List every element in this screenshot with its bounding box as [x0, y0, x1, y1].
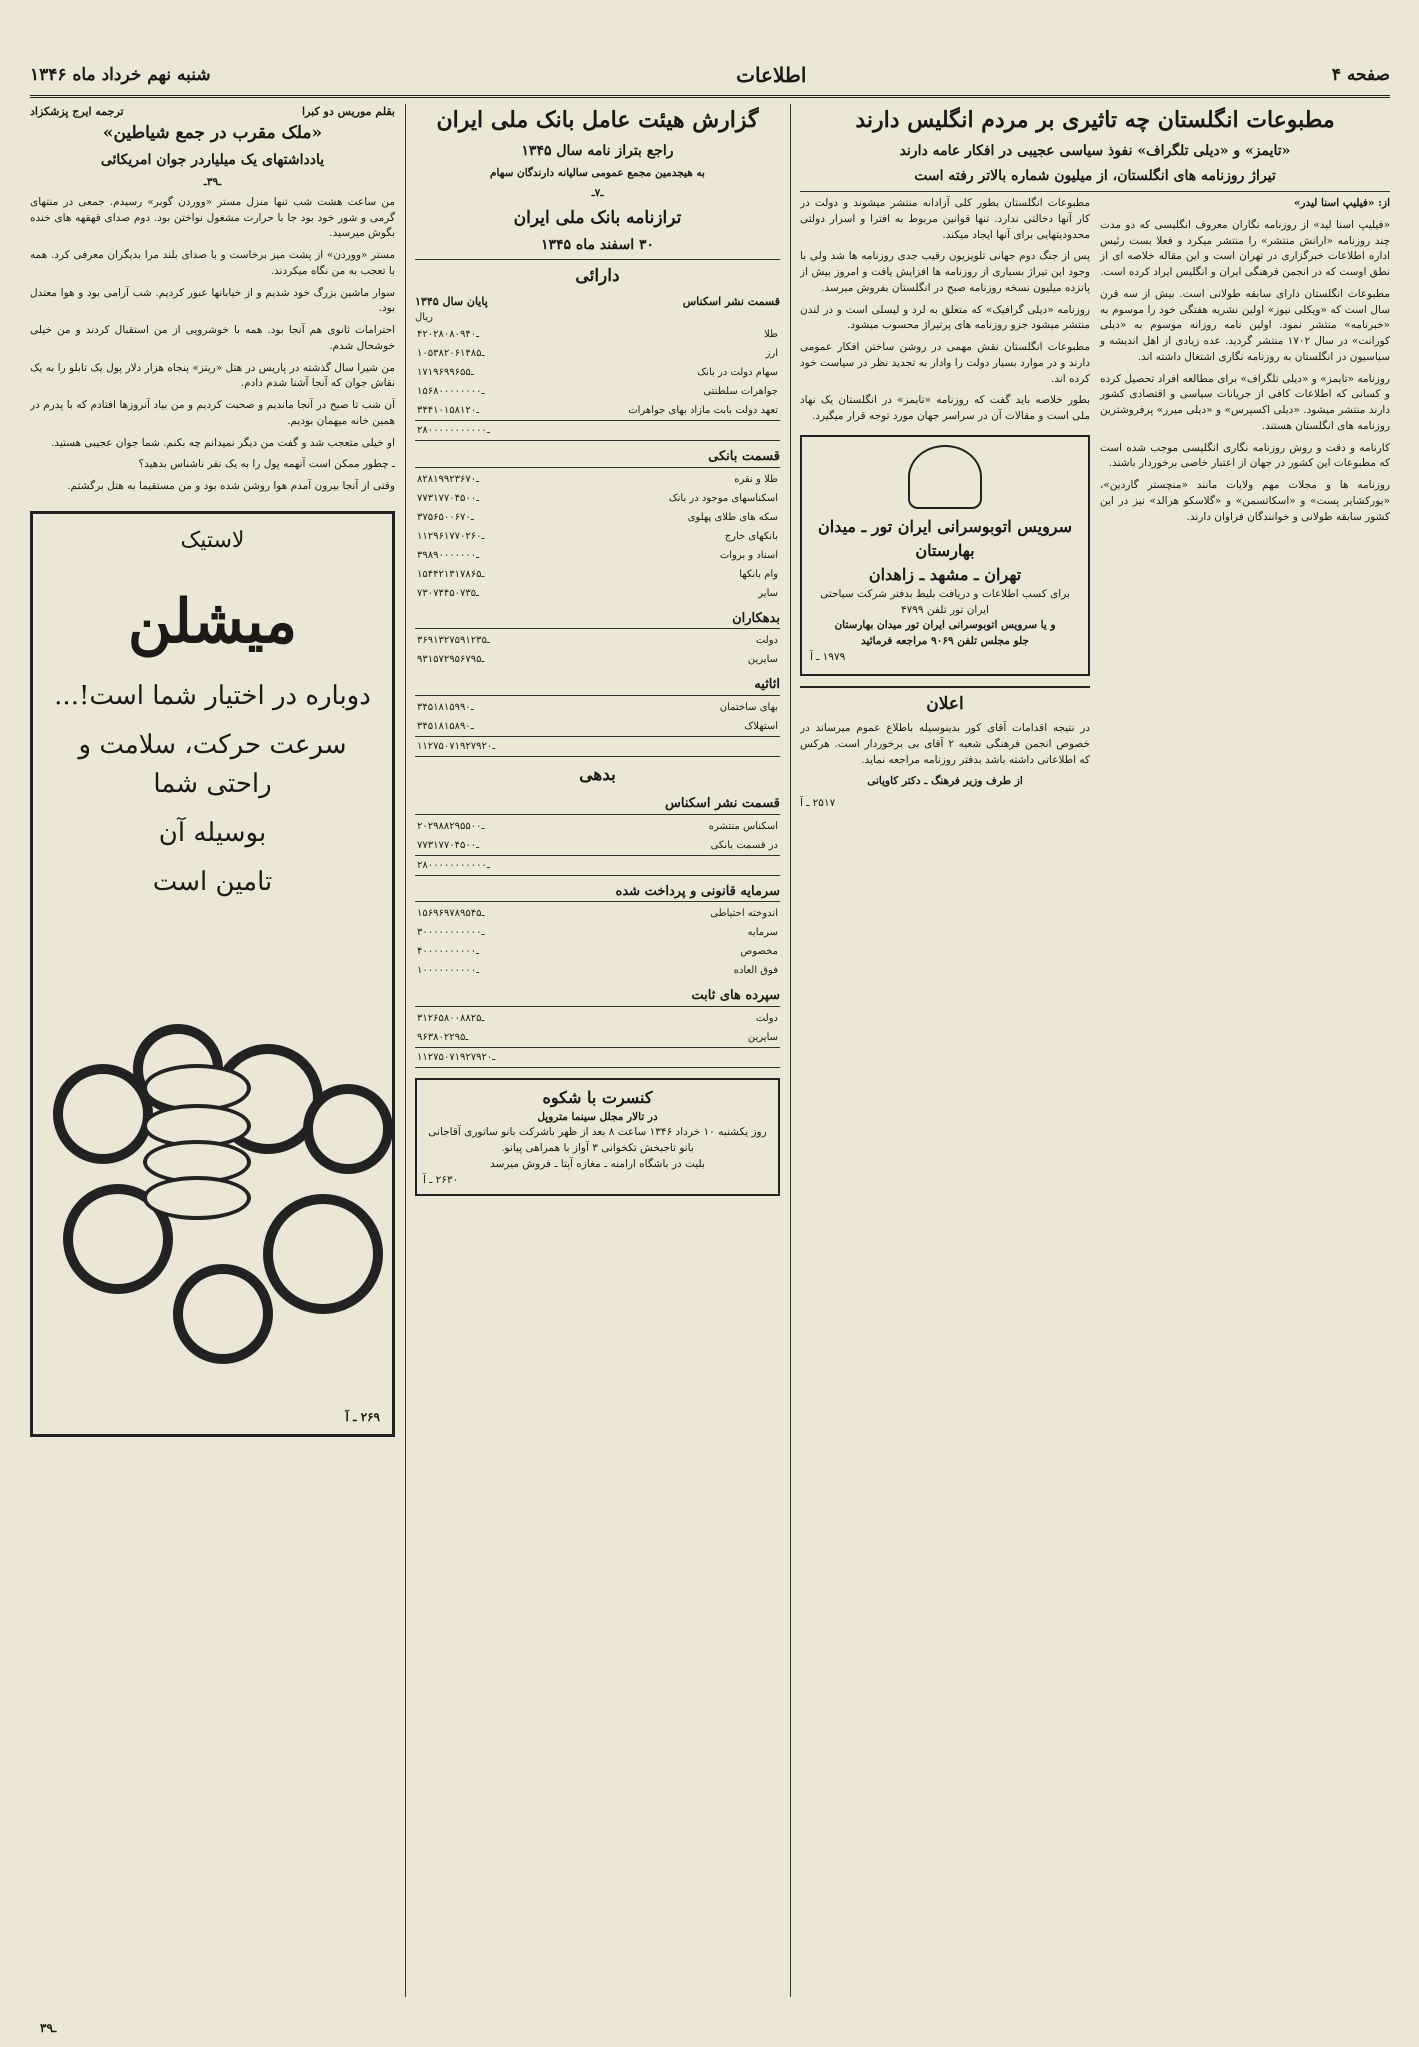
fixed-assets-table: بهای ساختمان ۳۴۵۱۸۱۵۹ـ۹۰ استهلاک ۳۴۵۱۸۱۵۸ـ۹۰ ۱۱۲۷۵۰۷۱۹۲۷۹ـ۲۰	[415, 698, 780, 757]
concert-tickets: بلیت در باشگاه ارامنه ـ مغازه آپتا ـ فروش میرسد	[490, 1157, 705, 1170]
serial-paragraph: او خیلی متعجب شد و گفت من دیگر نمیدانم چه بکنم. شما جوان عجیبی هستید.	[50, 436, 395, 449]
section-heading: سرمایه قانونی و پرداخت شده	[415, 882, 780, 903]
serial-part: ـ۳۹ـ	[203, 176, 222, 188]
michelin-ad	[30, 511, 395, 1437]
serial-paragraph: من ساعت هشت شب تنها منزل مستر «ووردن گوبر» رسیدم. جمعی در منتهای گرمی و شور خود بود جا با حرارت مشغول نواختن بود. دوم صدای قهقهه های خنده بگوش میرسید.	[30, 195, 395, 240]
serial-byline: بقلم موریس دو کبرا	[302, 105, 395, 118]
article-column	[800, 104, 1390, 1997]
report-sub: راجع بتراز نامه سال ۱۳۴۵	[521, 143, 674, 159]
michelin-brand-small: لاستیک	[180, 527, 245, 553]
bus-ad-line: سرویس اتوبوسرانی ایران تور ـ میدان بهارستان	[817, 516, 1073, 560]
article-subhead: «تایمز» و «دیلی تلگراف» نفوذ سیاسی عجیبی در افکار عامه دارند	[899, 143, 1291, 159]
concert-ad	[415, 1078, 780, 1197]
article-paragraph: کارنامه و دقت و روش روزنامه نگاری انگلیسی موجب شده است که مطبوعات این کشور در جهان از اعتبار خاصی برخوردار باشند.	[1100, 441, 1390, 470]
section-heading: قسمت نشر اسکناس	[415, 794, 780, 815]
article-paragraph: پس از جنگ دوم جهانی تلویزیون رقیب جدی روزنامه ها شد ولی با وجود این تیراژ بسیاری از روزنامه ها افزایش یافت و امروز بیش از پانزده میلیون نسخه روزنامه صبح در انگلستان بفروش میرسد.	[800, 250, 1090, 294]
michelin-line: بوسیله آن	[158, 817, 267, 848]
issue-table: طلا ۴۲۰۲۸۰۸۰۹ـ۴۰ ارز ۱۰۵۳۸۲۰۶۱۴ـ۸۵ سهام دولت در بانک ۱۷۱۹۶۹۹۶ـ۵۵ جواهرات سلطنتی ۱۵۶۸۰۰۰۰۰۰ـ۰۰ تعهد دولت بابت مازاد بهای جواهرات ۳۴۴۱۰۱۵۸۱ـ۲۰ ۲۸۰۰۰۰۰۰۰۰۰ـ۰۰	[415, 325, 780, 441]
michelin-line: سرعت حرکت، سلامت و راحتی شما	[78, 729, 347, 799]
report-sub: به هیجدمین مجمع عمومی سالیانه دارندگان سهام	[490, 167, 705, 179]
issue-date: شنبه نهم خرداد ماه ۱۳۴۶	[30, 65, 211, 85]
debtors-table: دولت ۳۶۹۱۳۲۷۵۹۱۲ـ۳۵ سایرین ۹۳۱۵۷۲۹۵۶۷ـ۹۵	[417, 635, 778, 665]
bus-ad-line: و یا سرویس اتوبوسرانی ایران تور میدان بهارستان	[834, 619, 1056, 632]
banking-table: طلا و نقره ۸۲۸۱۹۹۲۳۶ـ۷۰ اسکناسهای موجود در بانک ۷۷۳۱۷۷۰۴۵ـ۰۰ سکه های طلای پهلوی ۳۷۵۶۵۰۰۶ـ۷۰ بانکهای خارج ۱۱۲۹۶۱۷۷۰۲ـ۶۰ اسناد و بروات ۳۹۸۹۰۰۰۰۰ـ۰۰ وام بانکها ۱۵۴۴۲۱۳۱۷۸ـ۶۵ سایر ۷۳۰۷۴۴۵۰۷ـ۳۵	[417, 473, 778, 599]
article-headline: مطبوعات انگلستان چه تاثیری بر مردم انگلیس دارند	[855, 107, 1335, 133]
balance-sheet-title: ترازنامه بانک ملی ایران	[513, 207, 682, 228]
serial-subhead: یادداشتهای یک میلیاردر جوان امریکائی	[100, 152, 325, 168]
section-heading: قسمت بانکی	[415, 447, 780, 468]
bus-service-ad	[800, 435, 1090, 676]
concert-text: روز یکشنبه ۱۰ خرداد ۱۳۴۶ ساعت ۸ بعد از ظهر باشرکت بانو ساتوری آقاجانی بانو تاجبخش تکخوانی ۳ آواز با همراهی پیانو.	[428, 1126, 767, 1154]
liabilities-title: بدهی	[579, 764, 616, 785]
notice-text: در نتیجه اقدامات آقای کور بدینوسیله باطلاع عموم میرساند در خصوص انجمن فرهنگی شعبه ۲ آقای بی برخوردار است. هرکس که اطلاعاتی داشته باشد بدفتر روزنامه مراجعه نماید.	[800, 722, 1090, 766]
page-number: صفحه ۴	[1331, 65, 1390, 85]
report-headline: گزارش هیئت عامل بانک ملی ایران	[436, 107, 759, 133]
article-subhead-2: تیراژ روزنامه های انگلستان، از میلیون شماره بالاتر رفته است	[800, 166, 1390, 192]
tires-illustration-icon	[53, 1024, 372, 1354]
serial-paragraph: سوار ماشین بزرگ خود شدیم و از خیابانها عبور کردیم. شب آرامی بود و هوا معتدل بود.	[30, 286, 395, 315]
unit-label: ریال	[415, 312, 433, 323]
liab-issue-table: اسکناس منتشره ۲۰۲۹۸۸۲۹۵۵ـ۰۰ در قسمت بانکی ۷۷۳۱۷۷۰۴۵ـ۰۰ ۲۸۰۰۰۰۰۰۰۰۰ـ۰۰	[415, 817, 780, 876]
article-paragraph: مطبوعات انگلستان بطور کلی آزادانه منتشر میشوند و دولت در کار آنها دخالتی ندارد. تنها قوانین مربوط به افترا و اسرار دولتی محدودیتهایی برای آنها ایجاد میکند.	[800, 197, 1090, 241]
article-paragraph: روزنامه «دیلی گرافیک» که متعلق به لرد و لیسلی است و در لندن منتشر میشود جزو روزنامه های پرتیراژ محسوب میشود.	[800, 303, 1090, 332]
section-heading: سپرده های ثابت	[415, 986, 780, 1007]
section-heading: اثاثیه	[415, 675, 780, 696]
serial-headline: «ملک مقرب در جمع شیاطین»	[102, 122, 323, 143]
column-divider	[405, 104, 406, 1997]
article-paragraph: «فیلیپ اسنا لید» از روزنامه نگاران معروف انگلیسی که دو مدت چند روزنامه «ارانش منتشر» را منتشر میکرد و فعلا بست رئیس اداره اطلاعات خبرگزاری در تهران است و این مقاله خلاصه ای از نطق اوست که در انجمن فرهنگی ایران و انگلیس ایراد کرده است.	[1100, 218, 1390, 278]
deposits-table: دولت ۳۱۲۶۵۸۰۰۸۸ـ۲۵ سایرین ۹۶۳۸۰۲۲ـ۹۵ ۱۱۲۷۵۰۷۱۹۲۷۹ـ۲۰	[415, 1009, 780, 1068]
serial-paragraph: ـ چطور ممکن است آنهمه پول را به یک نفر ناشناس بدهید؟	[138, 458, 395, 471]
notice-box	[800, 686, 1090, 812]
ad-code: ۲۶۹ ـ آ	[345, 1409, 380, 1424]
michelin-line: تامین است	[152, 866, 273, 897]
page-header	[30, 55, 1390, 98]
section-heading: بدهکاران	[415, 609, 780, 630]
concert-title: کنسرت با شکوه	[542, 1087, 653, 1107]
article-paragraph: مطبوعات انگلستان نقش مهمی در روشن ساختن افکار عمومی دارند و در موارد بسیار دولت را وادار به تجدید نظر در سیاست خود کرده اند.	[800, 341, 1090, 385]
bus-ad-line: برای کسب اطلاعات و دریافت بلیط بدفتر شرکت سیاحتی ایران تور تلفن ۴۷۹۹	[820, 587, 1070, 616]
serial-paragraph: آن شب تا صبح در آنجا ماندیم و صحبت کردیم و من بیاد آنروزها افتادم که با پدرم در همین خانه میهمان بودیم.	[30, 399, 395, 427]
serial-paragraph: وقتی از آنجا بیرون آمدم هوا روشن شده بود و من مستقیما به هتل برگشتم.	[67, 480, 395, 492]
page-code: ۳ـ۹	[40, 2021, 57, 2035]
balance-sheet-date: ۳۰ اسفند ماه ۱۳۴۵	[415, 235, 780, 260]
ad-code: ۲۶۳۰ ـ آ	[423, 1173, 459, 1186]
serial-translator: ترجمه ایرج پزشکزاد	[30, 105, 124, 118]
bus-ad-line: جلو مجلس تلفن ۹۰۶۹ مراجعه فرمائید	[861, 635, 1029, 647]
article-paragraph: مطبوعات انگلستان دارای سابقه طولانی است. بیش از سه قرن سال است که «ویکلی نیوز» اولین نشریه هفتگی خود را موسوم به «خبرنامه» منتشر نمود. اولین نامه روزانه موسوم به «دیلی کورانت» در سال ۱۷۰۲ منتشر گردید. عده زیادی از اهل اندیشه و سیاسیون در انگلستان به روزنامه نگاری اشتغال داشته اند.	[1100, 287, 1390, 363]
serial-paragraph: احترامات ثانوی هم آنجا بود. همه با خوشرویی از من استقبال کردند و من خیلی خوشحال شدم.	[30, 324, 395, 352]
serial-paragraph: مستر «ووردن» از پشت میز برخاست و با صدای بلند مرا بدیگران معرفی کرد. همه با تعجب به من نگاه میکردند.	[30, 249, 395, 277]
section-heading: قسمت نشر اسکناس	[682, 294, 780, 308]
newspaper-name: اطلاعات	[736, 63, 807, 87]
column-divider	[790, 104, 791, 1997]
bank-report-column	[415, 104, 780, 1997]
notice-sign: از طرف وزیر فرهنگ ـ دکتر کاویانی	[867, 775, 1023, 788]
serial-column	[30, 104, 395, 1997]
capital-table: اندوخته احتیاطی ۱۵۶۹۶۹۷۸۹۵ـ۴۵ سرمایه ۳۰۰۰۰۰۰۰۰۰ـ۰۰ مخصوص ۴۰۰۰۰۰۰۰۰ـ۰۰ فوق العاده ۱۰۰۰۰۰۰۰۰ـ۰۰	[417, 908, 778, 976]
bus-logo-icon	[908, 445, 982, 509]
ad-code: ۱۹۷۹ ـ آ	[810, 650, 846, 663]
serial-paragraph: من شیرا سال گذشته در پاریس در هتل «ریتز» پنجاه هزار دلار پول یک تابلو را به یک نقاش جوان که آنجا آشنا شدم دادم.	[30, 361, 395, 390]
article-byline: از: «فیلیپ اسنا لیدر»	[1293, 197, 1390, 209]
michelin-brand: میشلن	[127, 586, 298, 657]
article-paragraph: روزنامه ها و مجلات مهم ولایات مانند «منچستر گاردین»، «یورکشایر پست» و «اسکاتسمن» و «گلاسکو هرالد» نیز در این کشور سابقه طولانی و خوانندگان فراوان دارند.	[1100, 479, 1390, 523]
concert-venue: در تالار مجلل سینما متروپل	[537, 1110, 658, 1123]
michelin-line: دوباره در اختیار شما است!...	[54, 680, 371, 711]
assets-title: دارائی	[575, 266, 620, 286]
ad-code: ۲۵۱۷ ـ آ	[800, 797, 836, 809]
article-paragraph: بطور خلاصه باید گفت که روزنامه «تایمز» در انگلستان یک نهاد ملی است و مقالات آن در سراسر جهان مورد توجه قرار میگیرد.	[800, 394, 1090, 422]
article-paragraph: روزنامه «تایمز» و «دیلی تلگراف» برای مطالعه افراد تحصیل کرده و کسانی که اطلاعات کافی از جریانات سیاسی و اقتصادی کشور دارند منتشر میشود. «دیلی اکسپرس» و «دیلی میرر» پرفروشترین روزنامه های انگلستان هستند.	[1100, 372, 1390, 432]
notice-title: اعلان	[926, 693, 964, 714]
report-part: ـ۷ـ	[591, 186, 604, 199]
column-heading: پایان سال ۱۳۴۵	[415, 294, 488, 308]
bus-ad-route: تهران ـ مشهد ـ زاهدان	[868, 564, 1022, 584]
bibendum-icon	[143, 1064, 243, 1234]
